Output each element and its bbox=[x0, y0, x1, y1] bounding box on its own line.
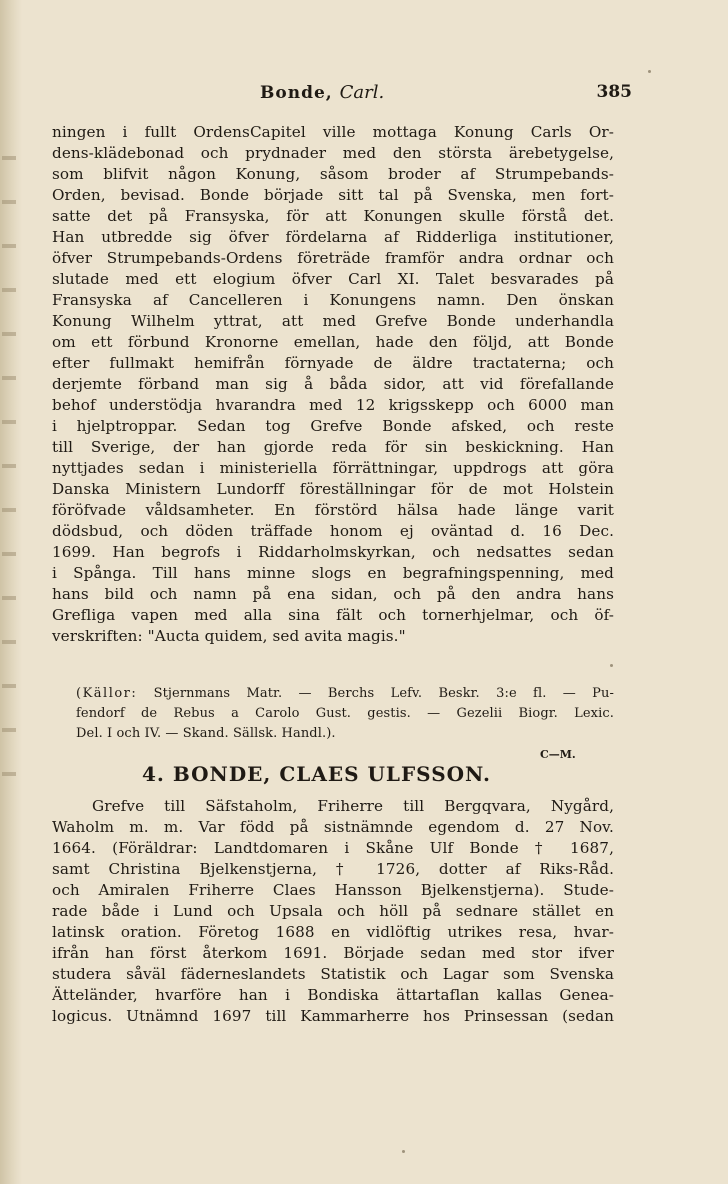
section-line-first: Grefve till Säfstaholm, Friherre till Bergqvara, Nygård, bbox=[92, 797, 614, 815]
body-line: Konung Wilhelm yttrat, att med Grefve Bonde underhandla bbox=[52, 312, 614, 330]
body-line: behof understödja hvarandra med 12 krigsskepp och 6000 man bbox=[52, 396, 614, 414]
section-line: logicus. Utnämnd 1697 till Kammarherre hos Prinsessan (sedan bbox=[52, 1007, 614, 1025]
body-line: nyttjades sedan i ministeriella förrättningar, uppdrogs att göra bbox=[52, 459, 614, 477]
section-heading: 4. BONDE, CLAES ULFSSON. bbox=[142, 762, 492, 786]
gutter-marks bbox=[2, 130, 16, 780]
body-line: om ett förbund Kronorne emellan, hade den följd, att Bonde bbox=[52, 333, 614, 351]
section-line: samt Christina Bjelkenstjerna, † 1726, dotter af Riks-Råd. bbox=[52, 860, 614, 878]
sources-line1-text: Stjernmans Matr. — Berchs Lefv. Beskr. 3:e fl. — Pu- bbox=[153, 686, 614, 701]
article-body bbox=[52, 122, 614, 647]
running-head-italic: Carl. bbox=[339, 82, 385, 103]
paper-speck bbox=[648, 70, 651, 73]
body-line: i Spånga. Till hans minne slogs en begrafningspenning, med bbox=[52, 564, 614, 582]
section-line: Ätteländer, hvarföre han i Bondiska ättartaflan kallas Genea- bbox=[52, 986, 614, 1004]
body-line: slutade med ett elogium öfver Carl XI. Talet besvarades på bbox=[52, 270, 614, 288]
sources-label: (Källor: bbox=[76, 686, 138, 701]
section-line: Waholm m. m. Var född på sistnämnde egendom d. 27 Nov. bbox=[52, 818, 614, 836]
body-line: satte det på Fransyska, för att Konungen skulle förstå det. bbox=[52, 207, 614, 225]
body-line: ningen i fullt OrdensCapitel ville mottaga Konung Carls Or- bbox=[52, 123, 614, 141]
body-line: Han utbredde sig öfver fördelarna af Ridderliga institutioner, bbox=[52, 228, 614, 246]
section-line: rade både i Lund och Upsala och höll på sednare stället en bbox=[52, 902, 614, 920]
sources-line-last: Del. I och IV. — Skand. Sällsk. Handl.). bbox=[76, 726, 336, 741]
page-header bbox=[0, 82, 728, 108]
body-line: hans bild och namn på ena sidan, och på den andra hans bbox=[52, 585, 614, 603]
body-line: dödsbud, och döden träffade honom ej oväntad d. 16 Dec. bbox=[52, 522, 614, 540]
body-line: Orden, bevisad. Bonde började sitt tal på Svenska, men fort- bbox=[52, 186, 614, 204]
body-line: till Sverige, der han gjorde reda för sin beskickning. Han bbox=[52, 438, 614, 456]
section-line: latinsk oration. Företog 1688 en vidlöftig utrikes resa, hvar- bbox=[52, 923, 614, 941]
running-head bbox=[260, 82, 384, 103]
body-line: Fransyska af Cancelleren i Konungens namn. Den önskan bbox=[52, 291, 614, 309]
body-line: som blifvit någon Konung, såsom broder af Strumpebands- bbox=[52, 165, 614, 183]
running-head-name: Bonde, bbox=[260, 83, 333, 103]
body-line: dens-klädebonad och prydnader med den största ärebetygelse, bbox=[52, 144, 614, 162]
sources-line: fendorf de Rebus a Carolo Gust. gestis. — Gezelii Biogr. Lexic. bbox=[76, 706, 614, 721]
body-line: föröfvade våldsamheter. En förstörd hälsa hade länge varit bbox=[52, 501, 614, 519]
sources-note bbox=[76, 684, 614, 744]
body-line: i hjelptroppar. Sedan tog Grefve Bonde afsked, och reste bbox=[52, 417, 614, 435]
section-line: ifrån han först återkom 1691. Började sedan med stor ifver bbox=[52, 944, 614, 962]
section-line: och Amiralen Friherre Claes Hansson Bjelkenstjerna). Stude- bbox=[52, 881, 614, 899]
section-body bbox=[52, 796, 614, 1027]
paper-speck bbox=[610, 664, 613, 667]
body-line: Grefliga vapen med alla sina fält och tornerhjelmar, och öf- bbox=[52, 606, 614, 624]
body-line: Danska Ministern Lundorff föreställningar för de mot Holstein bbox=[52, 480, 614, 498]
sources-line bbox=[76, 684, 614, 704]
body-line: derjemte förband man sig å båda sidor, att vid förefallande bbox=[52, 375, 614, 393]
body-line: efter fullmakt hemifrån förnyade de äldre tractaterna; och bbox=[52, 354, 614, 372]
page-number: 385 bbox=[596, 82, 632, 102]
body-line-last: verskriften: "Aucta quidem, sed avita magis." bbox=[52, 627, 406, 645]
section-line: 1664. (Föräldrar: Landtdomaren i Skåne Ulf Bonde † 1687, bbox=[52, 839, 614, 857]
section-line: studera såväl fäderneslandets Statistik och Lagar som Svenska bbox=[52, 965, 614, 983]
body-line: 1699. Han begrofs i Riddarholmskyrkan, och nedsattes sedan bbox=[52, 543, 614, 561]
author-signature: C—M. bbox=[540, 748, 576, 761]
body-line: öfver Strumpebands-Ordens företräde framför andra ordnar och bbox=[52, 249, 614, 267]
page-gutter-shadow bbox=[0, 0, 22, 1184]
paper-speck bbox=[402, 1150, 405, 1153]
